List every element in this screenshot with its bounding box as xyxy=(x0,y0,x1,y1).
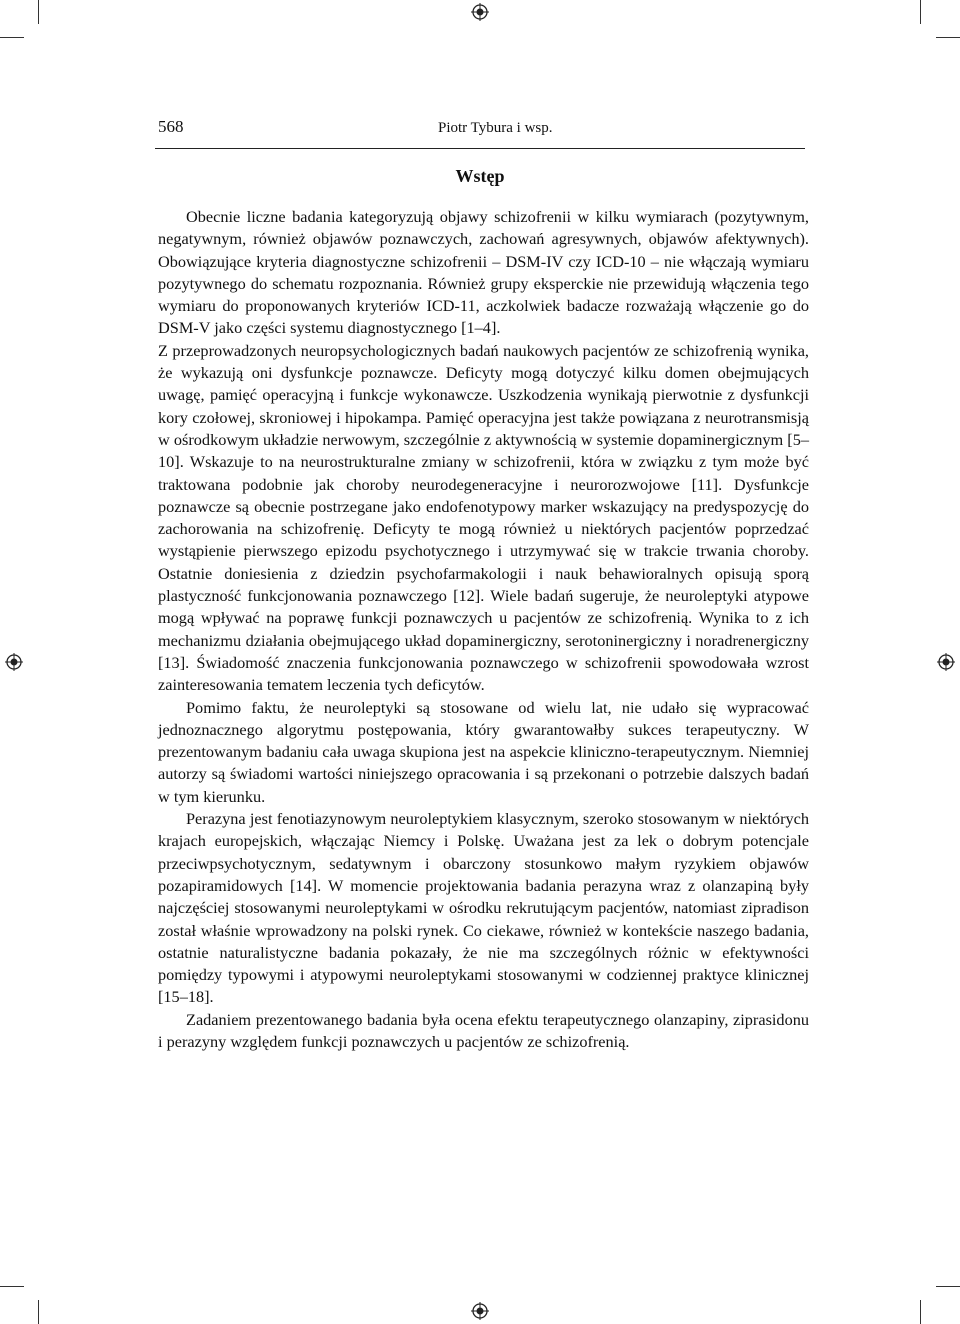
paragraph: Pomimo faktu, że neuroleptyki są stosowane od wielu lat, nie udało się wypracować jednoznacznego algorytmu postępowania, który gwarantowałby sukces terapeutyczny. W prezentowanym badaniu cała uwaga skupiona jest na aspekcie kliniczno-terapeutycznym. Niemniej autorzy są świadomi wartości niniejszego opracowania i są przekonani o potrzebie dalszych badań w tym kierunku. xyxy=(158,697,809,806)
body-text xyxy=(158,206,809,1053)
paragraph: Obecnie liczne badania kategoryzują objawy schizofrenii w kilku wymiarach (pozytywnym, negatywnym, również objawów poznawczych, zachowań agresywnych, objawów afektywnych). Obowiązujące kryteria diagnostyczne schizofrenii – DSM-IV czy ICD-10 – nie włączają wymiaru pozytywnego do schematu rozpoznania. Również grupy eksperckie nie przewidują włączenia tego wymiaru do proponowanych kryteriów ICD-11, aczkolwiek badacze rozważają włączenie go do DSM-V jako części systemu diagnostycznego [1–4]. xyxy=(158,207,809,338)
header-rule xyxy=(155,148,805,149)
crop-mark xyxy=(0,37,24,38)
crop-mark xyxy=(936,1286,960,1287)
registration-mark-icon xyxy=(5,653,23,671)
registration-mark-icon xyxy=(471,1302,489,1320)
crop-mark xyxy=(920,0,921,24)
crop-mark xyxy=(936,37,960,38)
paragraph: Z przeprowadzonych neuropsychologicznych badań naukowych pacjentów ze schizofrenią wynika, że wykazują oni dysfunkcje poznawcze. Deficyty mogą dotyczyć kilku domen obejmujących uwagę, pamięć operacyjną i funkcje wykonawcze. Uszkodzenia wynikają pierwotnie z dysfunkcji kory czołowej, skroniowej i hipokampa. Pamięć operacyjna jest także powiązana z neurotransmisją w ośrodkowym układzie nerwowym, szczególnie z aktywnością w systemie dopaminergicznym [5–10]. Wskazuje to na neurostrukturalne zmiany w schizofrenii, która w związku z tym może być traktowana podobnie jak choroby neurodegeneracyjne i neurorozwojowe [11]. Dysfunkcje poznawcze są obecnie postrzegane jako endofenotypowy marker wskazujący na predyspozycję do zachorowania na schizofrenię. Deficyty te mogą również u niektórych pacjentów poprzedzać wystąpienie pierwszego epizodu psychotycznego i utrzymywać się w trakcie trwania choroby. Ostatnie doniesienia z dziedzin psychofarmakologii i nauk behawioralnych opisują sporą plastyczność funkcjonowania poznawczego [12]. Wiele badań sugeruje, że neuroleptyki atypowe mogą wpływać na poprawę funkcji poznawczych u pacjentów ze schizofrenią. Wynika to z ich mechanizmu działania obejmującego układ dopaminergiczny, serotoninergiczny i noradrenergiczny [13]. Świadomość znaczenia funkcjonowania poznawczego w schizofrenii spowodowała wzrost zainteresowania tematem leczenia tych deficytów. xyxy=(158,340,809,695)
crop-mark xyxy=(38,1300,39,1324)
section-title: Wstęp xyxy=(455,166,505,186)
crop-mark xyxy=(920,1300,921,1324)
running-head: Piotr Tybura i wsp. xyxy=(438,120,553,136)
page-number: 568 xyxy=(158,117,184,136)
crop-mark xyxy=(0,1286,24,1287)
paragraph: Perazyna jest fenotiazynowym neuroleptykiem klasycznym, szeroko stosowanym w niektórych krajach europejskich, włączając Niemcy i Polskę. Uważana jest za lek o dobrym potencjale przeciwpsychotycznym, sedatywnym i obarczony stosunkowo małym ryzykiem objawów pozapiramidowych [14]. W momencie projektowania badania perazyna wraz z olanzapiną były najczęściej stosowanymi neuroleptykami w ośrodku rekrutującym pacjentów, natomiast zipradison został właśnie wprowadzony na polski rynek. Co ciekawe, również w kontekście naszego badania, ostatnie naturalistyczne badania pokazały, że nie ma szczególnych różnic w efektywności pomiędzy typowymi i atypowymi neuroleptykami stosowanymi w codziennej praktyce klinicznej [15–18]. xyxy=(158,809,809,1007)
registration-mark-icon xyxy=(471,3,489,21)
paragraph: Zadaniem prezentowanego badania była ocena efektu terapeutycznego olanzapiny, ziprasidonu i perazyny względem funkcji poznawczych u pacjentów ze schizofrenią. xyxy=(158,1009,809,1051)
page-header xyxy=(158,117,805,141)
registration-mark-icon xyxy=(937,653,955,671)
crop-mark xyxy=(38,0,39,24)
